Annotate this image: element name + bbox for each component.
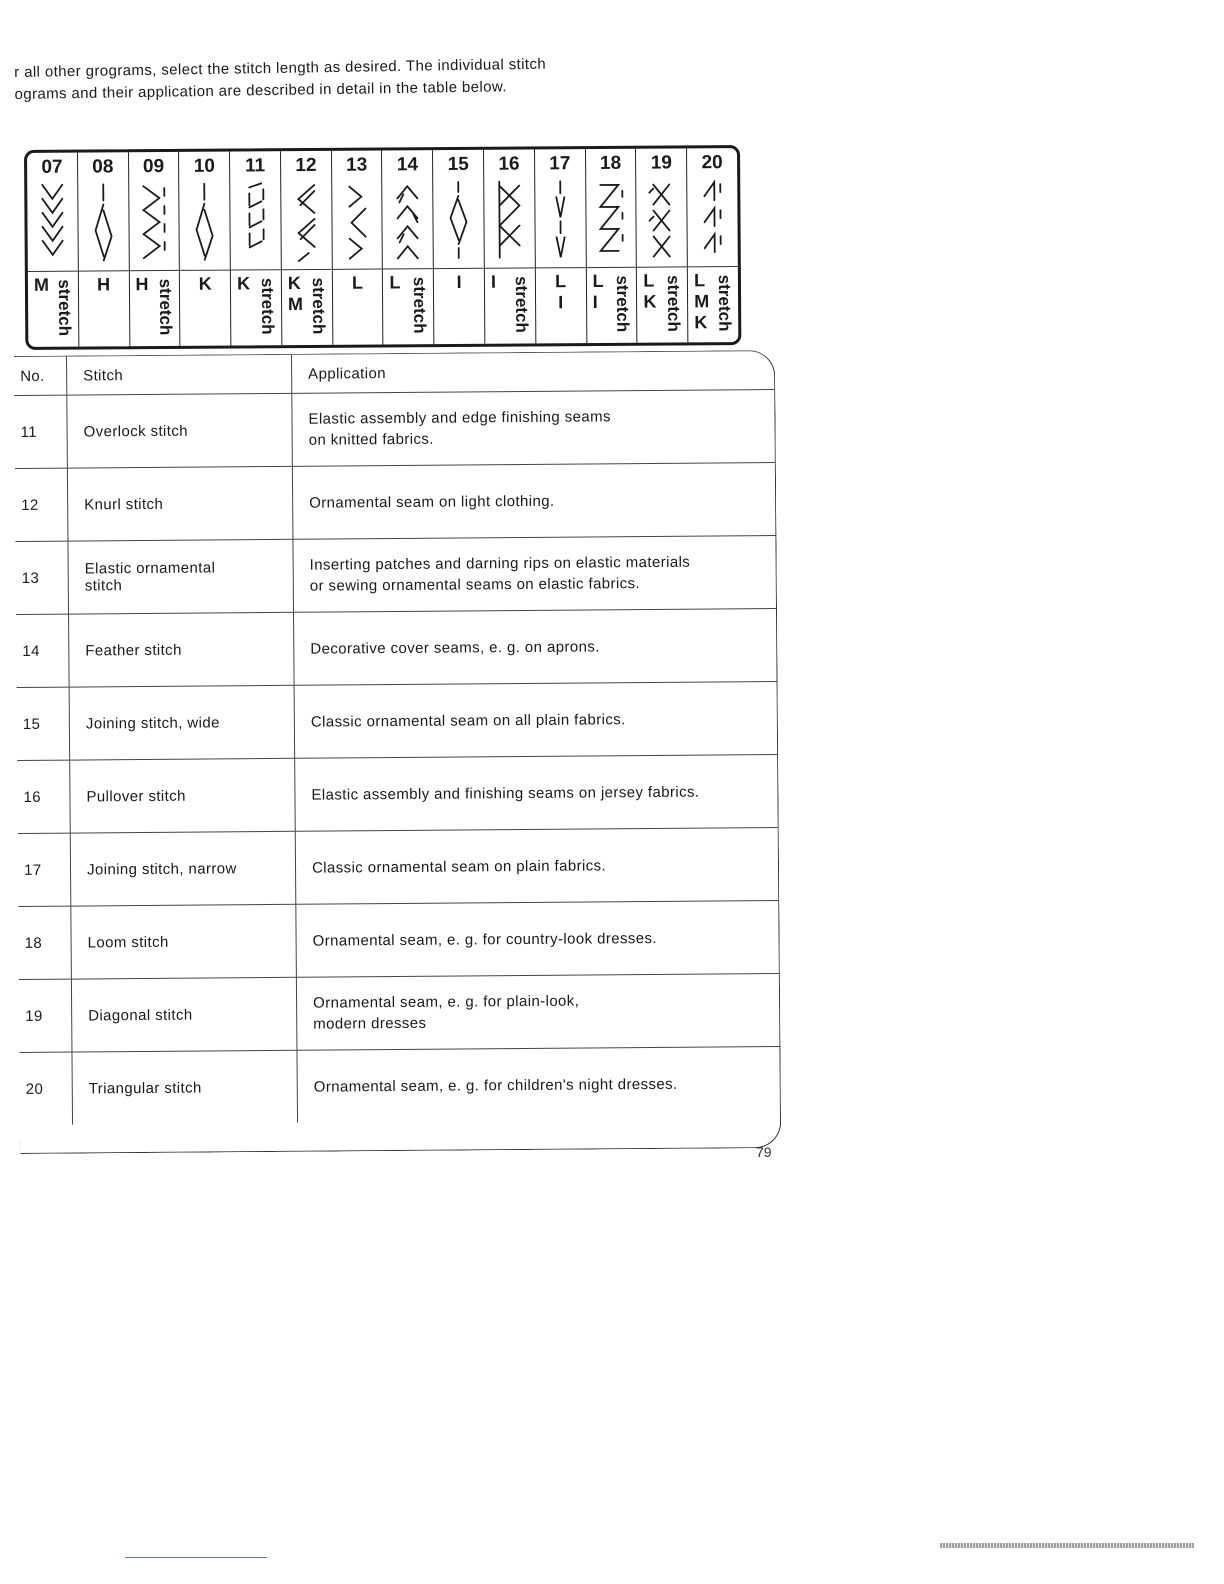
program-setting-letter: L xyxy=(592,270,604,292)
program-number: 18 xyxy=(599,152,622,174)
stretch-label-text: stretch xyxy=(54,279,75,337)
stretch-label xyxy=(611,271,633,337)
scan-artifact-line xyxy=(125,1557,267,1558)
program-number: 15 xyxy=(447,153,469,176)
intro-text xyxy=(14,52,655,106)
stitch-name-line: Joining stitch, wide xyxy=(85,713,220,732)
row-number: 20 xyxy=(19,1052,72,1125)
row-stitch-name xyxy=(68,539,294,614)
program-setting xyxy=(438,272,480,293)
program-setting-letter: H xyxy=(135,274,149,295)
table-row xyxy=(18,901,779,980)
program-number: 10 xyxy=(193,155,215,177)
stitch-program-07 xyxy=(27,153,79,347)
row-number: 17 xyxy=(18,833,71,906)
application-line: Inserting patches and darning rips on elastic materials xyxy=(309,553,691,574)
straight-zig-glyph xyxy=(188,180,221,264)
program-number: 12 xyxy=(295,154,317,177)
joining-narrow-glyph xyxy=(544,177,577,261)
stitch-name-line: Joining stitch, narrow xyxy=(86,859,237,878)
stretch-label-text: stretch xyxy=(308,277,328,335)
stretch-label-text: stretch xyxy=(257,277,278,335)
stitch-program-11 xyxy=(230,151,282,345)
row-stitch-name xyxy=(69,612,295,687)
row-number: 12 xyxy=(15,468,68,541)
scan-artifact-bar xyxy=(940,1543,1194,1548)
program-setting xyxy=(184,274,226,295)
program-number: 20 xyxy=(701,152,723,174)
program-setting xyxy=(83,274,125,295)
row-application xyxy=(294,609,777,686)
program-setting-letter: L xyxy=(555,271,567,292)
row-application xyxy=(295,755,778,832)
program-setting-letter: K xyxy=(198,273,212,294)
program-setting xyxy=(337,273,379,294)
loom-glyph xyxy=(595,177,628,261)
intro-line-1: r all other grograms, select the stitch length as desired. The individual stitch xyxy=(14,55,547,81)
stitch-program-19 xyxy=(636,148,688,342)
row-stitch-name xyxy=(70,831,296,906)
overlock-glyph xyxy=(239,179,272,263)
stitch-name-line: Triangular stitch xyxy=(88,1079,202,1097)
program-divider xyxy=(434,268,484,269)
application-line: Elastic assembly and finishing seams on jersey fabrics. xyxy=(311,783,700,804)
stretch-label xyxy=(713,270,735,336)
application-line: Classic ornamental seam on all plain fabrics. xyxy=(310,710,626,731)
program-setting-letter: L xyxy=(694,270,706,291)
application-line: Ornamental seam, e. g. for children's night dresses. xyxy=(313,1075,678,1096)
row-number: 18 xyxy=(18,906,71,979)
zigzag-stack-glyph xyxy=(36,181,69,265)
program-number: 09 xyxy=(142,156,165,178)
program-divider xyxy=(586,267,636,268)
multi-zig-glyph xyxy=(138,180,171,264)
stretch-label-text: stretch xyxy=(613,275,633,333)
stretch-label xyxy=(408,272,430,338)
stretch-label-text: stretch xyxy=(714,274,735,332)
elastic-wave-glyph xyxy=(341,179,374,263)
stitch-program-13 xyxy=(332,150,384,344)
program-divider xyxy=(79,270,129,271)
intro-line-2: ograms and their application are described in detail in the table below. xyxy=(14,78,508,103)
program-divider xyxy=(231,269,281,270)
program-setting-letter: K xyxy=(287,273,301,294)
program-number: 08 xyxy=(92,156,114,178)
stitch-program-14 xyxy=(382,150,434,344)
page-number: 79 xyxy=(756,1144,772,1160)
program-divider xyxy=(28,271,78,272)
stretch-label xyxy=(256,273,278,339)
stretch-label-text: stretch xyxy=(511,276,532,333)
stitch-program-12 xyxy=(281,151,333,345)
stretch-label xyxy=(154,274,176,340)
joining-wide-glyph xyxy=(442,178,475,262)
row-number: 11 xyxy=(14,395,67,468)
application-line: Ornamental seam on light clothing. xyxy=(309,492,555,512)
program-divider xyxy=(383,268,433,269)
row-stitch-name xyxy=(67,466,293,541)
row-number: 19 xyxy=(19,979,72,1052)
stitch-name-line: Overlock stitch xyxy=(83,422,189,440)
stitch-name-line: stitch xyxy=(84,577,123,595)
stitch-name-line: Loom stitch xyxy=(87,933,169,951)
table-row xyxy=(15,463,776,542)
table-row xyxy=(17,755,778,834)
row-application xyxy=(296,974,779,1051)
stretch-label xyxy=(662,270,684,336)
stretch-label xyxy=(53,275,75,341)
application-line: Ornamental seam, e. g. for plain-look, xyxy=(313,992,580,1012)
stitch-name-line: Feather stitch xyxy=(85,641,182,659)
program-setting-letter: I xyxy=(490,271,497,292)
stitch-program-16 xyxy=(484,149,536,343)
stitch-name-line: Elastic ornamental xyxy=(84,559,216,578)
stitch-name-line: Diagonal stitch xyxy=(88,1006,193,1024)
header-application: Application xyxy=(291,351,774,393)
program-divider xyxy=(688,266,738,267)
feather-glyph xyxy=(392,178,425,262)
application-line: modern dresses xyxy=(313,1014,427,1033)
row-stitch-name xyxy=(71,904,297,979)
knurl-glyph xyxy=(290,179,323,263)
table-row xyxy=(19,974,780,1053)
row-application xyxy=(292,463,775,540)
program-setting-letter: K xyxy=(643,291,657,312)
application-line: Classic ornamental seam on plain fabrics. xyxy=(311,856,607,877)
program-divider xyxy=(536,267,586,268)
program-number: 16 xyxy=(498,153,520,175)
stitch-program-20 xyxy=(687,148,738,342)
row-application xyxy=(296,901,779,978)
row-application xyxy=(292,390,775,467)
program-number: 07 xyxy=(41,156,63,178)
program-setting-letter: M xyxy=(287,294,304,315)
stitch-application-table xyxy=(14,350,781,1154)
program-divider xyxy=(637,266,687,267)
program-setting-letter: H xyxy=(97,274,111,295)
triangular-glyph xyxy=(696,176,729,260)
row-stitch-name xyxy=(72,1050,298,1124)
stitch-program-10 xyxy=(179,152,231,346)
program-setting-letter: M xyxy=(694,291,710,312)
stitch-program-09 xyxy=(129,152,181,346)
program-setting xyxy=(540,271,582,313)
row-application xyxy=(293,536,776,613)
table-row xyxy=(19,1047,780,1125)
application-line: or sewing ornamental seams on elastic fabrics. xyxy=(309,575,641,595)
program-setting-letter: L xyxy=(351,272,364,293)
program-number: 13 xyxy=(346,154,368,176)
straight-zig-glyph xyxy=(87,180,120,264)
program-divider xyxy=(180,270,230,271)
program-setting-letter: K xyxy=(236,273,251,294)
row-stitch-name xyxy=(70,758,296,833)
row-number: 14 xyxy=(16,614,69,687)
stitch-program-panel xyxy=(24,145,741,350)
program-divider xyxy=(485,267,535,268)
program-setting-letter: L xyxy=(643,270,655,291)
program-setting-letter: I xyxy=(558,292,564,313)
row-number: 15 xyxy=(17,687,70,760)
row-application xyxy=(297,1047,780,1123)
program-setting-letter: I xyxy=(592,291,598,313)
table-row xyxy=(17,682,778,761)
program-number: 19 xyxy=(650,152,673,174)
program-number: 17 xyxy=(549,153,571,175)
program-divider xyxy=(333,269,383,270)
stretch-label xyxy=(307,273,329,339)
program-number: 14 xyxy=(396,154,419,176)
program-divider xyxy=(282,269,332,270)
stitch-program-15 xyxy=(433,150,485,344)
row-application xyxy=(294,682,777,759)
stitch-name-line: Pullover stitch xyxy=(86,787,186,805)
table-row xyxy=(16,609,777,688)
table-row xyxy=(15,536,776,615)
stretch-label-text: stretch xyxy=(664,275,684,332)
program-divider xyxy=(129,270,179,271)
program-setting-letter: K xyxy=(694,312,708,333)
row-stitch-name xyxy=(67,393,293,468)
program-setting-letter: I xyxy=(456,271,462,292)
row-application xyxy=(295,828,778,905)
stitch-program-17 xyxy=(535,149,587,343)
row-number: 13 xyxy=(15,541,68,614)
header-no: No. xyxy=(14,357,67,396)
pullover-glyph xyxy=(493,178,526,262)
stitch-program-18 xyxy=(586,149,638,343)
table-row xyxy=(18,828,779,907)
application-line: Ornamental seam, e. g. for country-look dresses. xyxy=(312,929,658,950)
stitch-name-line: Knurl stitch xyxy=(84,495,164,513)
program-number: 11 xyxy=(245,155,266,177)
stretch-label-text: stretch xyxy=(410,276,430,334)
application-line: on knitted fabrics. xyxy=(308,430,434,449)
stitch-program-08 xyxy=(78,152,130,346)
program-setting-letter: M xyxy=(33,274,50,295)
stretch-label-text: stretch xyxy=(156,278,176,336)
program-setting-letter: L xyxy=(389,272,401,293)
stretch-label xyxy=(510,271,532,337)
row-stitch-name xyxy=(69,685,295,760)
application-line: Decorative cover seams, e. g. on aprons. xyxy=(310,637,600,658)
table-row xyxy=(14,390,775,469)
header-stitch: Stitch xyxy=(67,355,292,395)
table-header-row xyxy=(14,351,774,395)
diagonal-glyph xyxy=(645,176,678,260)
row-stitch-name xyxy=(71,977,297,1052)
row-number: 16 xyxy=(17,760,70,833)
application-line: Elastic assembly and edge finishing seams xyxy=(308,408,611,428)
